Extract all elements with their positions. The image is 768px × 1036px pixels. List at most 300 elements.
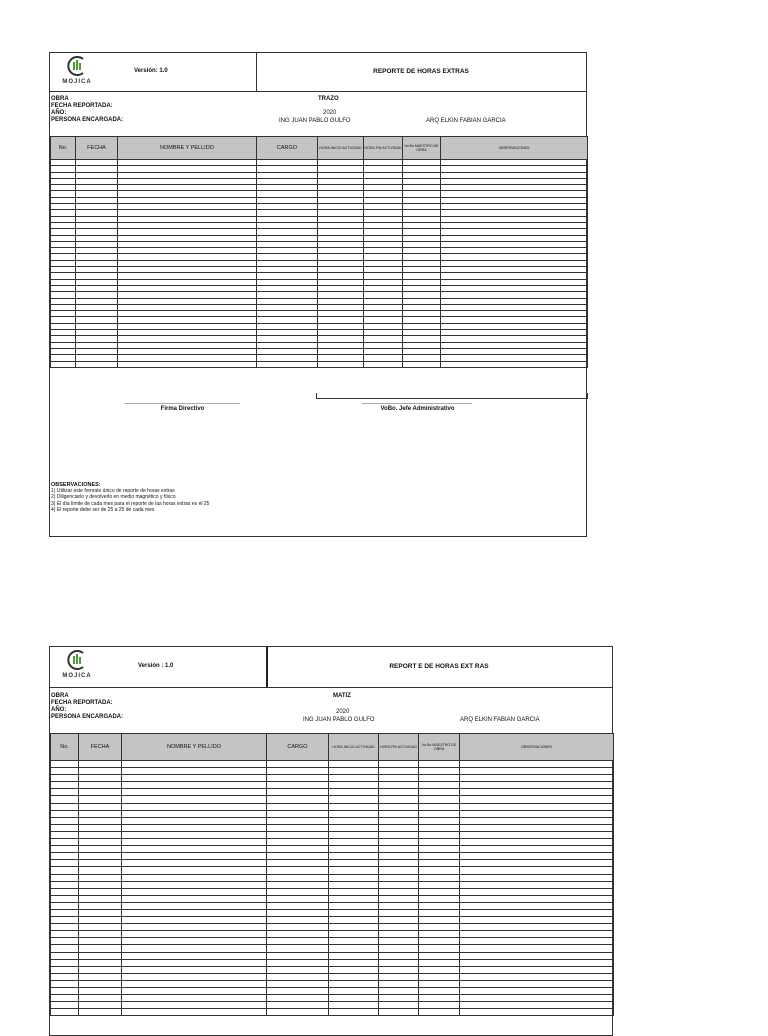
table-cell[interactable]: [267, 860, 329, 867]
table-cell[interactable]: [419, 839, 460, 846]
table-cell[interactable]: [51, 874, 79, 881]
table-cell[interactable]: [122, 917, 267, 924]
table-cell[interactable]: [419, 782, 460, 789]
table-cell[interactable]: [122, 881, 267, 888]
table-cell[interactable]: [329, 909, 379, 916]
table-cell[interactable]: [379, 768, 419, 775]
table-cell[interactable]: [419, 810, 460, 817]
table-cell[interactable]: [267, 789, 329, 796]
table-cell[interactable]: [267, 839, 329, 846]
table-cell[interactable]: [329, 966, 379, 973]
table-cell[interactable]: [419, 881, 460, 888]
table-cell[interactable]: [79, 775, 122, 782]
table-cell[interactable]: [460, 902, 614, 909]
mojica-logo-icon: [66, 55, 88, 77]
table-cell[interactable]: [122, 952, 267, 959]
table-cell[interactable]: [329, 945, 379, 952]
table-cell[interactable]: [460, 959, 614, 966]
table-cell[interactable]: [267, 1009, 329, 1016]
table-cell[interactable]: [51, 839, 79, 846]
table-cell[interactable]: [379, 888, 419, 895]
table-cell[interactable]: [79, 995, 122, 1002]
table-cell[interactable]: [267, 966, 329, 973]
table-cell[interactable]: [460, 831, 614, 838]
table-cell[interactable]: [51, 881, 79, 888]
table-cell[interactable]: [122, 824, 267, 831]
table-cell[interactable]: [267, 988, 329, 995]
table-cell[interactable]: [460, 995, 614, 1002]
table-cell[interactable]: [267, 995, 329, 1002]
table-cell[interactable]: [267, 931, 329, 938]
table-cell[interactable]: [51, 931, 79, 938]
table-cell[interactable]: [379, 1002, 419, 1009]
table-cell[interactable]: [419, 945, 460, 952]
table-cell[interactable]: [379, 909, 419, 916]
table-cell[interactable]: [79, 831, 122, 838]
table-cell[interactable]: [379, 817, 419, 824]
table-cell[interactable]: [51, 796, 79, 803]
table-cell[interactable]: [460, 966, 614, 973]
table-cell[interactable]: [460, 768, 614, 775]
table-cell[interactable]: [267, 846, 329, 853]
table-cell[interactable]: [460, 775, 614, 782]
table-cell[interactable]: [51, 924, 79, 931]
table-cell[interactable]: [329, 988, 379, 995]
table-cell[interactable]: [419, 995, 460, 1002]
table-cell[interactable]: [419, 761, 460, 768]
table-cell[interactable]: [267, 881, 329, 888]
table-cell[interactable]: [460, 782, 614, 789]
table-cell[interactable]: [379, 938, 419, 945]
table-cell[interactable]: [419, 909, 460, 916]
table-cell[interactable]: [267, 945, 329, 952]
table-cell[interactable]: [122, 768, 267, 775]
table-cell[interactable]: [329, 888, 379, 895]
table-cell[interactable]: [419, 789, 460, 796]
table-cell[interactable]: [419, 973, 460, 980]
table-cell[interactable]: [419, 824, 460, 831]
table-cell[interactable]: [460, 909, 614, 916]
table-cell[interactable]: [51, 867, 79, 874]
table-cell[interactable]: [122, 902, 267, 909]
table-cell[interactable]: [79, 881, 122, 888]
table-cell[interactable]: [379, 988, 419, 995]
table-cell[interactable]: [79, 1002, 122, 1009]
table-cell[interactable]: [419, 980, 460, 987]
table-cell[interactable]: [267, 796, 329, 803]
table-cell[interactable]: [379, 782, 419, 789]
table-cell[interactable]: [267, 973, 329, 980]
table-cell[interactable]: [329, 924, 379, 931]
table-cell[interactable]: [460, 980, 614, 987]
table-cell[interactable]: [122, 980, 267, 987]
table-cell[interactable]: [460, 789, 614, 796]
table-cell[interactable]: [329, 831, 379, 838]
table-cell[interactable]: [79, 938, 122, 945]
table-cell[interactable]: [403, 361, 441, 367]
table-cell[interactable]: [318, 361, 364, 367]
table-cell[interactable]: [379, 1009, 419, 1016]
table-cell[interactable]: [267, 909, 329, 916]
table-cell[interactable]: [51, 966, 79, 973]
table-cell[interactable]: [460, 895, 614, 902]
table-cell[interactable]: [122, 895, 267, 902]
table-cell[interactable]: [267, 874, 329, 881]
table-cell[interactable]: [329, 853, 379, 860]
table-cell[interactable]: [267, 831, 329, 838]
table-cell[interactable]: [51, 988, 79, 995]
table-cell[interactable]: [379, 931, 419, 938]
table-cell[interactable]: [460, 860, 614, 867]
table-cell[interactable]: [460, 988, 614, 995]
table-cell[interactable]: [419, 988, 460, 995]
table-cell[interactable]: [122, 924, 267, 931]
table-cell[interactable]: [79, 860, 122, 867]
table-cell[interactable]: [51, 1009, 79, 1016]
table-cell[interactable]: [329, 1009, 379, 1016]
table-cell[interactable]: [419, 931, 460, 938]
table-cell[interactable]: [122, 846, 267, 853]
table-cell[interactable]: [122, 796, 267, 803]
table-cell[interactable]: [51, 938, 79, 945]
table-cell[interactable]: [51, 853, 79, 860]
table-cell[interactable]: [460, 945, 614, 952]
table-cell[interactable]: [419, 817, 460, 824]
table-cell[interactable]: [329, 952, 379, 959]
table-cell[interactable]: [460, 761, 614, 768]
table-cell[interactable]: [267, 810, 329, 817]
table-cell[interactable]: [379, 973, 419, 980]
table-cell[interactable]: [379, 839, 419, 846]
table-cell[interactable]: [51, 917, 79, 924]
table-cell[interactable]: [379, 775, 419, 782]
table-cell[interactable]: [329, 810, 379, 817]
table-cell[interactable]: [419, 924, 460, 931]
table-cell[interactable]: [51, 817, 79, 824]
table-cell[interactable]: [419, 775, 460, 782]
table-cell[interactable]: [460, 824, 614, 831]
table-cell[interactable]: [51, 768, 79, 775]
table-cell[interactable]: [329, 938, 379, 945]
ano-value: 2020: [323, 110, 337, 116]
table-cell[interactable]: [460, 796, 614, 803]
table-cell[interactable]: [460, 917, 614, 924]
table-cell[interactable]: [379, 881, 419, 888]
table-cell[interactable]: [460, 973, 614, 980]
table-cell[interactable]: [460, 1009, 614, 1016]
table-cell[interactable]: [379, 789, 419, 796]
table-cell[interactable]: [51, 1002, 79, 1009]
table-cell[interactable]: [122, 966, 267, 973]
table-cell[interactable]: [267, 952, 329, 959]
table-cell[interactable]: [51, 902, 79, 909]
table-cell[interactable]: [419, 874, 460, 881]
table-cell[interactable]: [267, 817, 329, 824]
table-cell[interactable]: [122, 839, 267, 846]
table-cell[interactable]: [79, 839, 122, 846]
table-cell[interactable]: [329, 846, 379, 853]
table-cell[interactable]: [419, 888, 460, 895]
table-cell[interactable]: [51, 945, 79, 952]
table-cell[interactable]: [460, 810, 614, 817]
table-cell[interactable]: [379, 952, 419, 959]
table-cell[interactable]: [51, 909, 79, 916]
table-cell[interactable]: [79, 789, 122, 796]
table-cell[interactable]: [122, 959, 267, 966]
table-cell[interactable]: [267, 867, 329, 874]
table-cell[interactable]: [267, 959, 329, 966]
table-cell[interactable]: [51, 782, 79, 789]
table-cell[interactable]: [267, 902, 329, 909]
table-cell[interactable]: [419, 917, 460, 924]
table-cell[interactable]: [460, 931, 614, 938]
table-cell[interactable]: [329, 980, 379, 987]
table-cell[interactable]: [419, 959, 460, 966]
table-cell[interactable]: [379, 860, 419, 867]
table-cell[interactable]: [329, 881, 379, 888]
table-cell[interactable]: [79, 768, 122, 775]
table-cell[interactable]: [379, 803, 419, 810]
table-cell[interactable]: [419, 796, 460, 803]
table-cell[interactable]: [419, 952, 460, 959]
table-cell[interactable]: [460, 881, 614, 888]
table-cell[interactable]: [364, 361, 403, 367]
table-cell[interactable]: [79, 867, 122, 874]
table-cell[interactable]: [122, 860, 267, 867]
table-cell[interactable]: [122, 803, 267, 810]
table-cell[interactable]: [419, 1009, 460, 1016]
table-cell[interactable]: [267, 924, 329, 931]
table-cell[interactable]: [79, 810, 122, 817]
table-cell[interactable]: [122, 938, 267, 945]
table-cell[interactable]: [79, 796, 122, 803]
table-cell[interactable]: [51, 846, 79, 853]
table-cell[interactable]: [460, 867, 614, 874]
table-cell[interactable]: [122, 810, 267, 817]
table-cell[interactable]: [267, 824, 329, 831]
table-cell[interactable]: [51, 952, 79, 959]
table-cell[interactable]: [79, 931, 122, 938]
table-cell[interactable]: [329, 895, 379, 902]
table-cell[interactable]: [79, 988, 122, 995]
table-cell[interactable]: [379, 959, 419, 966]
table-cell[interactable]: [329, 860, 379, 867]
table-cell[interactable]: [460, 853, 614, 860]
table-cell[interactable]: [122, 988, 267, 995]
table-cell[interactable]: [379, 917, 419, 924]
table-cell[interactable]: [329, 902, 379, 909]
table-cell[interactable]: [122, 973, 267, 980]
table-cell[interactable]: [79, 945, 122, 952]
table-cell[interactable]: [51, 831, 79, 838]
table-cell[interactable]: [122, 761, 267, 768]
table-cell[interactable]: [379, 895, 419, 902]
table-cell[interactable]: [79, 959, 122, 966]
table-cell[interactable]: [379, 867, 419, 874]
table-cell[interactable]: [460, 938, 614, 945]
table-cell[interactable]: [257, 361, 318, 367]
table-cell[interactable]: [267, 803, 329, 810]
table-cell[interactable]: [122, 874, 267, 881]
table-cell[interactable]: [51, 789, 79, 796]
table-cell[interactable]: [79, 824, 122, 831]
table-cell[interactable]: [460, 888, 614, 895]
table-cell[interactable]: [379, 966, 419, 973]
table-cell[interactable]: [419, 846, 460, 853]
table-cell[interactable]: [329, 775, 379, 782]
table-cell[interactable]: [51, 810, 79, 817]
table-cell[interactable]: [122, 888, 267, 895]
table-cell[interactable]: [267, 768, 329, 775]
table-cell[interactable]: [51, 824, 79, 831]
table-cell[interactable]: [460, 952, 614, 959]
table-cell[interactable]: [419, 966, 460, 973]
table-cell[interactable]: [379, 796, 419, 803]
table-cell[interactable]: [329, 874, 379, 881]
table-cell[interactable]: [267, 761, 329, 768]
table-cell[interactable]: [379, 995, 419, 1002]
table-cell[interactable]: [79, 817, 122, 824]
table-cell[interactable]: [329, 782, 379, 789]
table-cell[interactable]: [122, 775, 267, 782]
table-cell[interactable]: [419, 902, 460, 909]
table-cell[interactable]: [79, 980, 122, 987]
table-cell[interactable]: [329, 789, 379, 796]
table-cell[interactable]: [122, 789, 267, 796]
table-cell[interactable]: [329, 1002, 379, 1009]
table-cell[interactable]: [79, 803, 122, 810]
table-cell[interactable]: [329, 768, 379, 775]
table-cell[interactable]: [379, 761, 419, 768]
table-cell[interactable]: [79, 902, 122, 909]
table-cell[interactable]: [379, 924, 419, 931]
table-cell[interactable]: [51, 860, 79, 867]
table-cell[interactable]: [51, 803, 79, 810]
table-cell[interactable]: [329, 817, 379, 824]
table-cell[interactable]: [122, 1002, 267, 1009]
table-cell[interactable]: [122, 853, 267, 860]
table-cell[interactable]: [379, 853, 419, 860]
table-cell[interactable]: [419, 895, 460, 902]
table-cell[interactable]: [441, 361, 588, 367]
table-cell[interactable]: [267, 775, 329, 782]
table-cell[interactable]: [79, 973, 122, 980]
table-cell[interactable]: [460, 1002, 614, 1009]
table-cell[interactable]: [267, 853, 329, 860]
table-cell[interactable]: [267, 782, 329, 789]
table-cell[interactable]: [51, 973, 79, 980]
table-cell[interactable]: [460, 846, 614, 853]
table-cell[interactable]: [267, 1002, 329, 1009]
table-cell[interactable]: [379, 980, 419, 987]
table-cell[interactable]: [267, 888, 329, 895]
table-cell[interactable]: [419, 803, 460, 810]
col-observaciones: OBSERVACIONES: [441, 137, 588, 160]
table-cell[interactable]: [122, 817, 267, 824]
table-cell[interactable]: [419, 860, 460, 867]
table-cell[interactable]: [329, 959, 379, 966]
table-cell[interactable]: [379, 846, 419, 853]
table-cell[interactable]: [329, 803, 379, 810]
table-cell[interactable]: [267, 938, 329, 945]
table-cell[interactable]: [419, 867, 460, 874]
table-cell[interactable]: [79, 952, 122, 959]
table-cell[interactable]: [76, 361, 118, 367]
col-nombre: NOMBRE Y PELLIDO: [118, 137, 257, 160]
table-cell[interactable]: [51, 895, 79, 902]
table-cell[interactable]: [379, 945, 419, 952]
table-cell[interactable]: [379, 810, 419, 817]
table-cell[interactable]: [419, 768, 460, 775]
table-cell[interactable]: [51, 888, 79, 895]
table-cell[interactable]: [118, 361, 257, 367]
table-cell[interactable]: [79, 853, 122, 860]
table-cell[interactable]: [79, 846, 122, 853]
table-cell[interactable]: [379, 902, 419, 909]
table-cell[interactable]: [379, 824, 419, 831]
table-cell[interactable]: [51, 995, 79, 1002]
table-cell[interactable]: [122, 867, 267, 874]
table-cell[interactable]: [460, 803, 614, 810]
table-cell[interactable]: [329, 917, 379, 924]
table-cell[interactable]: [122, 909, 267, 916]
table-cell[interactable]: [122, 995, 267, 1002]
table-cell[interactable]: [419, 1002, 460, 1009]
table-cell[interactable]: [460, 839, 614, 846]
table-cell[interactable]: [122, 931, 267, 938]
table-cell[interactable]: [79, 888, 122, 895]
table-cell[interactable]: [419, 831, 460, 838]
table-cell[interactable]: [122, 1009, 267, 1016]
table-cell[interactable]: [267, 980, 329, 987]
table-cell[interactable]: [267, 917, 329, 924]
table-cell[interactable]: [79, 917, 122, 924]
table-cell[interactable]: [79, 909, 122, 916]
table-cell[interactable]: [329, 824, 379, 831]
table-cell[interactable]: [419, 938, 460, 945]
table-cell[interactable]: [79, 874, 122, 881]
table-cell[interactable]: [79, 782, 122, 789]
table-cell[interactable]: [329, 995, 379, 1002]
table-cell[interactable]: [51, 980, 79, 987]
table-cell[interactable]: [329, 839, 379, 846]
table-cell[interactable]: [329, 796, 379, 803]
table-cell[interactable]: [122, 782, 267, 789]
table-cell[interactable]: [419, 853, 460, 860]
table-cell[interactable]: [79, 895, 122, 902]
table-cell[interactable]: [122, 831, 267, 838]
table-cell[interactable]: [51, 959, 79, 966]
table-cell[interactable]: [460, 874, 614, 881]
table-cell[interactable]: [329, 931, 379, 938]
table-cell[interactable]: [460, 817, 614, 824]
table-cell[interactable]: [79, 966, 122, 973]
table-cell[interactable]: [329, 761, 379, 768]
table-cell[interactable]: [379, 874, 419, 881]
table-cell[interactable]: [267, 895, 329, 902]
table-cell[interactable]: [79, 1009, 122, 1016]
table-cell[interactable]: [51, 775, 79, 782]
table-cell[interactable]: [379, 831, 419, 838]
table-cell[interactable]: [51, 361, 76, 367]
table-cell[interactable]: [51, 761, 79, 768]
table-cell[interactable]: [79, 924, 122, 931]
table-cell[interactable]: [79, 761, 122, 768]
table-cell[interactable]: [329, 973, 379, 980]
table-cell[interactable]: [122, 945, 267, 952]
table-cell[interactable]: [460, 924, 614, 931]
table-cell[interactable]: [329, 867, 379, 874]
